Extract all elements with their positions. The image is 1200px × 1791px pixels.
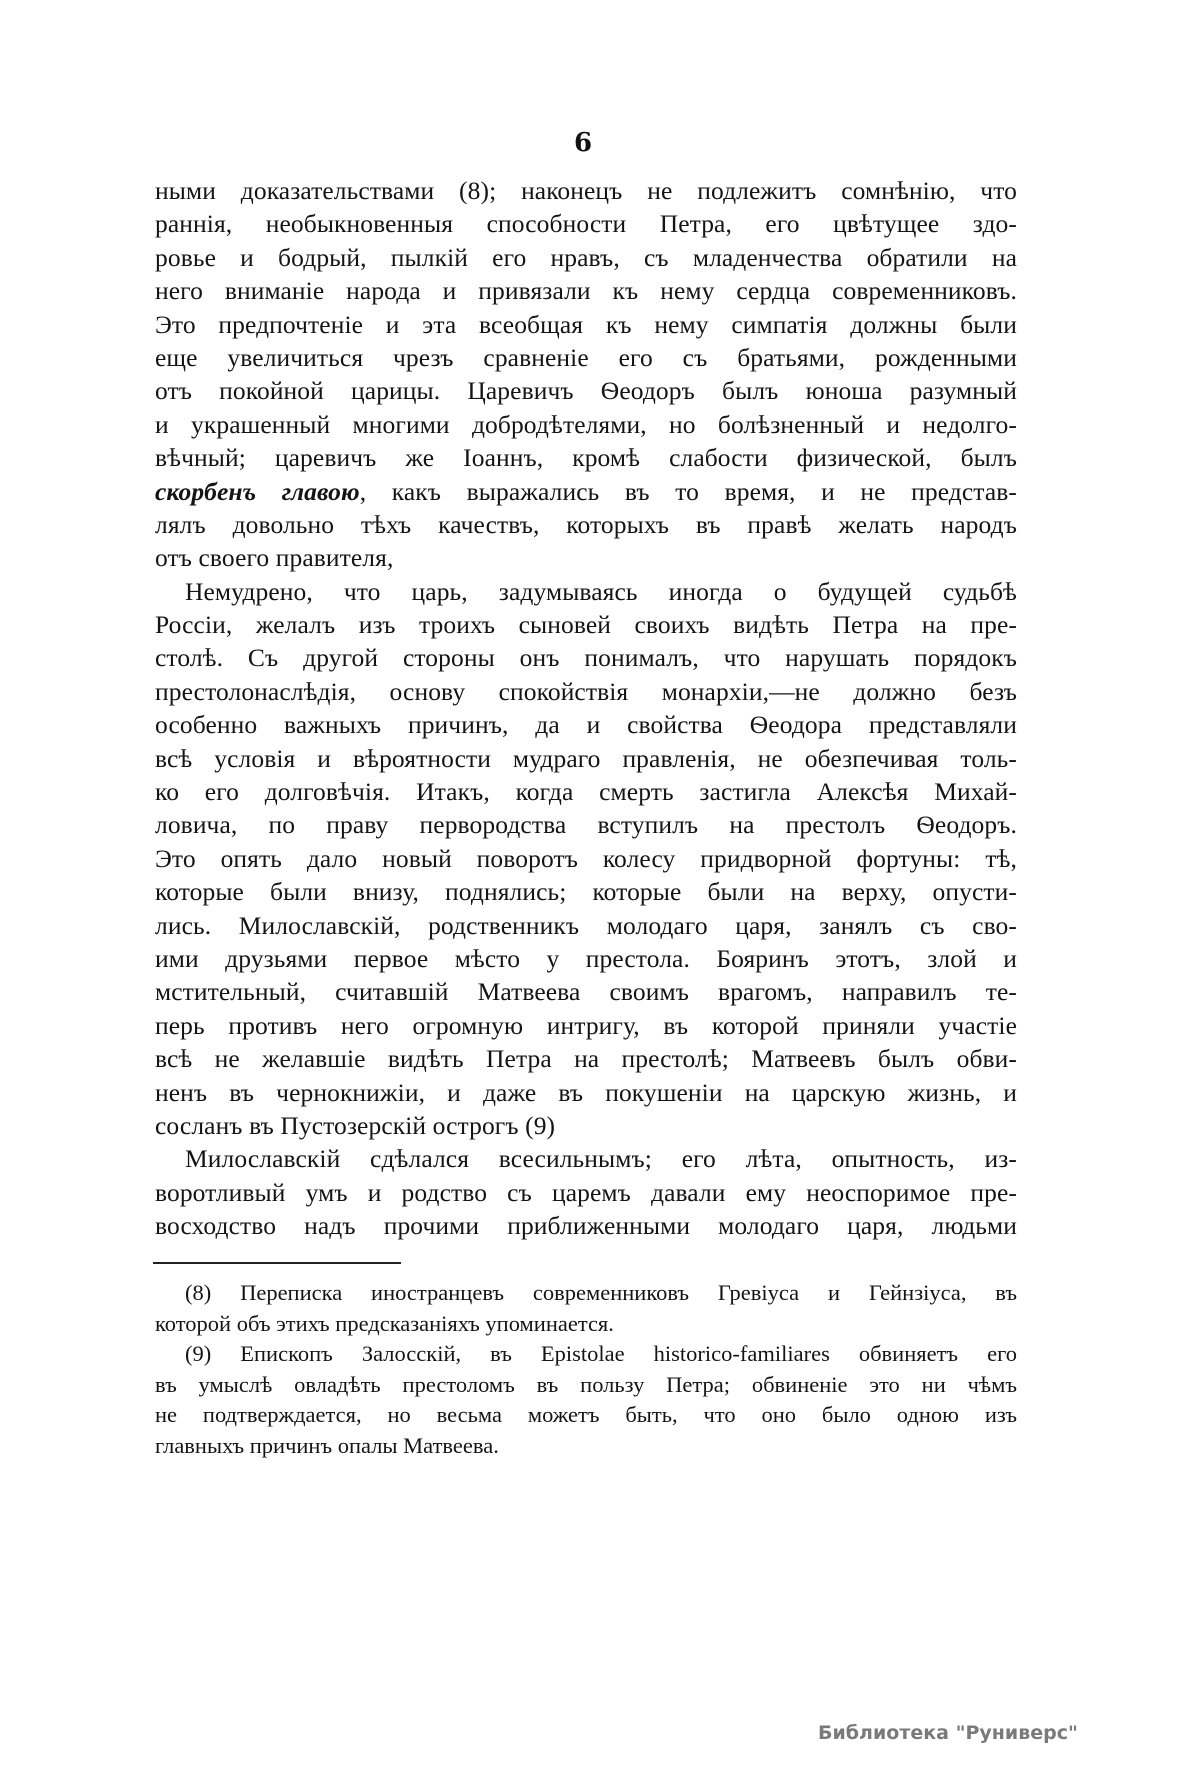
- text-line: всѣ не желавшіе видѣть Петра на престолѣ; Матвеевъ былъ обви-: [155, 1044, 1017, 1074]
- footnote-9: (9) Епископъ Залосскій, въ Epistolae historico-familiares обвиняетъ его: [185, 1341, 1017, 1366]
- footnote-line: не подтверждается, но весьма можетъ быть, что оно было одною изъ: [155, 1402, 1017, 1427]
- footnote-divider: [153, 1262, 401, 1264]
- footnote-line: которой объ этихъ предсказаніяхъ упоминается.: [155, 1310, 614, 1336]
- text-line: престолонаслѣдія, основу спокойствія монархіи,—не должно безъ: [155, 676, 1017, 706]
- text-line: восходство надъ прочими приближенными молодаго царя, людьми: [155, 1211, 1017, 1241]
- text-line: ими друзьями первое мѣсто у престола. Бояринъ этотъ, злой и: [155, 943, 1017, 973]
- text-line: ко его долговѣчія. Итакъ, когда смерть застигла Алексѣя Михай-: [155, 777, 1017, 807]
- text-line: раннія, необыкновенныя способности Петра, его цвѣтущее здо-: [155, 209, 1017, 239]
- text-line: Это предпочтеніе и эта всеобщая къ нему симпатія должны были: [155, 309, 1017, 339]
- footnote-line: въ умыслѣ овладѣть престоломъ въ пользу Петра; обвиненіе это ни чѣмъ: [155, 1371, 1017, 1397]
- text-line: воротливый умъ и родство съ царемъ давали ему неоспоримое пре-: [155, 1177, 1017, 1207]
- text-line: мстительный, считавшій Матвеева своимъ врагомъ, направилъ те-: [155, 977, 1017, 1007]
- page-number: 6: [574, 128, 593, 158]
- text-line: ными доказательствами (8); наконецъ не подлежитъ сомнѣнію, что: [155, 176, 1017, 205]
- text-line: перь противъ него огромную интригу, въ которой приняли участіе: [155, 1010, 1017, 1040]
- text-line: всѣ условія и вѣроятности мудраго правленія, не обезпечивая толь-: [155, 743, 1017, 773]
- body-text: [155, 174, 1017, 1243]
- text-line: ровье и бодрый, пылкій его нравъ, съ младенчества обратили на: [155, 242, 1017, 272]
- text-line: лялъ довольно тѣхъ качествъ, которыхъ въ правѣ желать народъ: [155, 509, 1017, 539]
- text-line-italic: скорбенъ главою, какъ выражались въ то время, и не представ-: [155, 476, 1018, 506]
- text-line: ненъ въ чернокнижіи, и даже въ покушеніи на царскую жизнь, и: [155, 1077, 1017, 1107]
- text-line: Это опять дало новый поворотъ колесу придворной фортуны: тѣ,: [155, 843, 1017, 873]
- text-line: еще увеличиться чрезъ сравненіе его съ братьями, рожденными: [155, 342, 1017, 372]
- footnote-8: (8) Переписка иностранцевъ современниковъ Гревіуса и Гейнзіуса, въ: [185, 1280, 1017, 1305]
- footnote-line: главныхъ причинъ опалы Матвеева.: [155, 1432, 499, 1458]
- text-line: Россіи, желалъ изъ троихъ сыновей своихъ видѣть Петра на пре-: [155, 610, 1017, 640]
- text-line: него вниманіе народа и привязали къ нему сердца современниковъ.: [155, 276, 1017, 306]
- footnotes: [155, 1278, 1017, 1461]
- emphasized-phrase: скорбенъ главою: [155, 476, 360, 506]
- text-line: вѣчный; царевичъ же Іоаннъ, кромѣ слабости физической, былъ: [155, 443, 1017, 473]
- text-line: отъ покойной царицы. Царевичъ Ѳеодоръ былъ юноша разумный: [155, 376, 1017, 406]
- paragraph-start: Немудрено, что царь, задумываясь иногда о будущей судьбѣ: [185, 576, 1017, 606]
- text-line: столѣ. Съ другой стороны онъ понималъ, что нарушать порядокъ: [155, 643, 1017, 673]
- text-line: сосланъ въ Пустозерскій острогъ (9): [155, 1110, 556, 1140]
- text-line: которые были внизу, поднялись; которые были на верху, опусти-: [155, 877, 1017, 907]
- paragraph-start: Милославскій сдѣлался всесильнымъ; его лѣта, опытность, из-: [185, 1144, 1017, 1174]
- text-line: ловича, по праву первородства вступилъ на престолъ Ѳеодоръ.: [155, 810, 1017, 840]
- text-line: лись. Милославскій, родственникъ молодаго царя, занялъ съ сво-: [155, 910, 1017, 940]
- library-watermark: Библиотека "Руниверс": [818, 1722, 1078, 1744]
- text-line: отъ своего правителя,: [155, 543, 394, 573]
- text-line: и украшенный многими добродѣтелями, но болѣзненный и недолго-: [155, 409, 1017, 439]
- text-line: особенно важныхъ причинъ, да и свойства Ѳеодора представляли: [155, 710, 1017, 740]
